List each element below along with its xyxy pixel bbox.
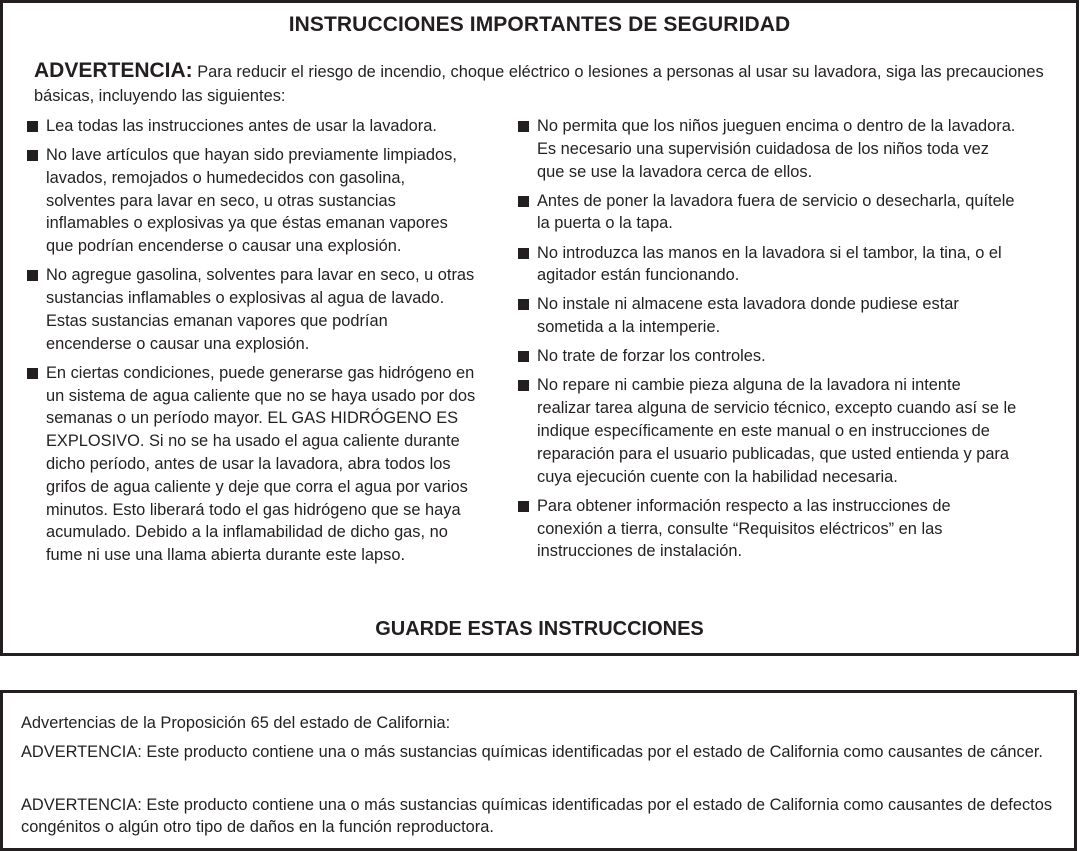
square-bullet-icon <box>518 121 529 132</box>
square-bullet-icon <box>518 380 529 391</box>
list-item <box>518 345 1018 368</box>
prop65-reproductive-warning: ADVERTENCIA: Este producto contiene una o más sustancias químicas identificadas por el estado de California como causantes de defectos congénitos o algún otro tipo de daños en la función reproductora. <box>21 796 1053 836</box>
list-item-text: Para obtener información respecto a las instrucciones de conexión a tierra, consulte “Requisitos eléctricos” en las instrucciones de instalación. <box>537 496 951 561</box>
list-item <box>518 374 1018 488</box>
warning-lead: ADVERTENCIA: <box>34 59 193 82</box>
list-item <box>518 190 1018 236</box>
prop65-heading: Advertencias de la Proposición 65 del estado de California: <box>21 714 451 732</box>
square-bullet-icon <box>27 270 38 281</box>
list-item-text: Antes de poner la lavadora fuera de servicio o desecharla, quítele la puerta o la tapa. <box>537 191 1015 233</box>
square-bullet-icon <box>27 150 38 161</box>
left-column <box>27 115 477 573</box>
square-bullet-icon <box>518 196 529 207</box>
safety-title: INSTRUCCIONES IMPORTANTES DE SEGURIDAD <box>288 13 791 36</box>
list-item-text: No instale ni almacene esta lavadora donde pudiese estar sometida a la intemperie. <box>537 295 959 337</box>
list-item <box>27 362 477 567</box>
list-item <box>27 144 477 258</box>
square-bullet-icon <box>518 248 529 259</box>
warning-text: Para reducir el riesgo de incendio, choque eléctrico o lesiones a personas al usar su lavadora, siga las precauciones básicas, incluyendo las siguientes: <box>34 63 1044 105</box>
prop65-warning-box <box>0 690 1077 851</box>
list-item-text: Lea todas las instrucciones antes de usar la lavadora. <box>46 117 437 135</box>
warning-intro <box>34 59 1064 108</box>
list-item-text: No lave artículos que hayan sido previamente limpiados, lavados, remojados o humedecidos con gasolina, solventes para lavar en seco, u otras sustancias inflamables o explosivas ya que éstas emanan vapores que podrían encenderse o causar una explosión. <box>46 146 457 256</box>
square-bullet-icon <box>518 299 529 310</box>
list-item-text: No trate de forzar los controles. <box>537 347 766 366</box>
square-bullet-icon <box>518 351 529 362</box>
list-item-text: No agregue gasolina, solventes para lavar en seco, u otras sustancias inflamables o explosivas al agua de lavado. Estas sustancias emanan vapores que podrían encenderse o causar una explosión. <box>46 266 475 353</box>
list-item-text: En ciertas condiciones, puede generarse gas hidrógeno en un sistema de agua caliente que no se haya usado por dos semanas o un período mayor. EL GAS HIDRÓGENO ES EXPLOSIVO. Si no se ha usado el agua caliente durante dicho período, antes de usar la lavadora, abra todos los grifos de agua caliente y deje que corra el agua por varios minutos. Esto liberará todo el gas hidrógeno que se haya acumulado. Debido a la inflamabilidad de dicho gas, no fume ni use una llama abierta durante este lapso. <box>46 363 476 565</box>
list-item-text: No permita que los niños jueguen encima o dentro de la lavadora. Es necesario una supervisión cuidadosa de los niños toda vez que se use la lavadora cerca de ellos. <box>537 117 1016 181</box>
list-item-text: No introduzca las manos en la lavadora si el tambor, la tina, o el agitador están funcionando. <box>537 243 1002 285</box>
list-item <box>518 495 1018 563</box>
list-item <box>518 115 1018 183</box>
square-bullet-icon <box>518 501 529 512</box>
list-item <box>518 293 1018 339</box>
square-bullet-icon <box>27 368 38 379</box>
list-item-text: No repare ni cambie pieza alguna de la lavadora ni intente realizar tarea alguna de servicio técnico, excepto cuando así se le indique específicamente en este manual o en instrucciones de reparación para el usuario publicadas, que usted entienda y para cuya ejecución cuente con la habilidad necesaria. <box>537 376 1017 486</box>
square-bullet-icon <box>27 121 38 132</box>
list-item <box>27 115 477 138</box>
right-column <box>518 115 1018 569</box>
list-item <box>27 264 477 355</box>
prop65-cancer-warning: ADVERTENCIA: Este producto contiene una o más sustancias químicas identificadas por el estado de California como causantes de cáncer. <box>21 743 1043 761</box>
list-item <box>518 242 1018 288</box>
save-instructions-footer: GUARDE ESTAS INSTRUCCIONES <box>375 618 704 640</box>
